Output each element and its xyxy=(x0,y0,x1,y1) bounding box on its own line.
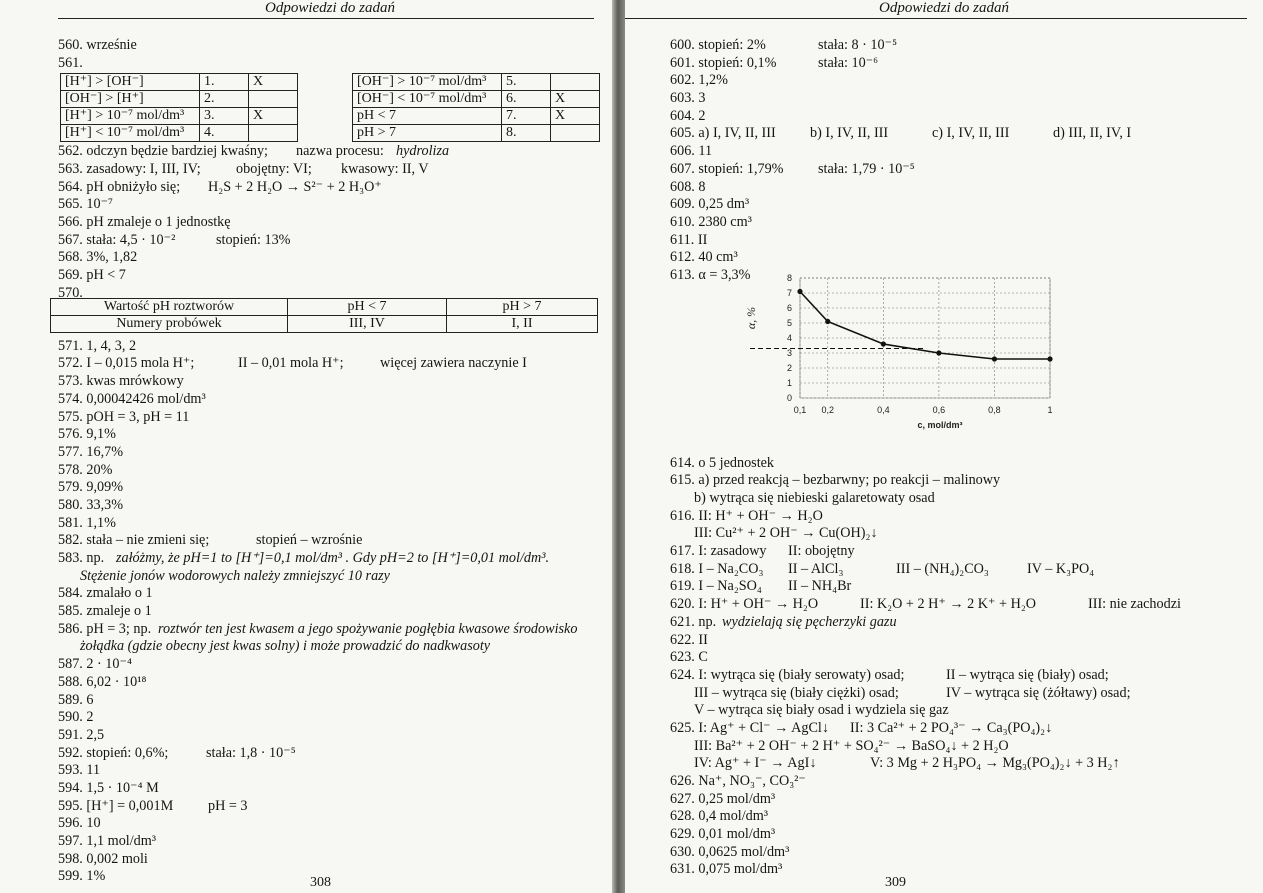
answer-586-part: 586. pH = 3; np. xyxy=(58,620,152,637)
answer-605-part: d) III, II, IV, I xyxy=(1053,125,1132,142)
y-tick-label: 2 xyxy=(786,363,792,373)
answer-617-part: 617. I: zasadowy xyxy=(670,543,767,560)
answer-605-part: c) I, IV, II, III xyxy=(932,125,1010,142)
answer-598: 598. 0,002 moli xyxy=(58,850,148,867)
answer-574: 574. 0,00042426 mol/dm³ xyxy=(58,390,206,407)
table-cell: 2. xyxy=(200,91,249,108)
answer-621 xyxy=(670,614,1260,632)
answer-630: 630. 0,0625 mol/dm³ xyxy=(670,843,790,860)
answer-584: 584. zmalało o 1 xyxy=(58,585,153,602)
answer-561: 561. xyxy=(58,54,83,71)
answer-572 xyxy=(58,355,603,373)
answer-607 xyxy=(670,161,1260,179)
answer-624-part: III – wytrąca się (biały ciężki) osad; xyxy=(694,684,899,701)
answer-607-part: 607. stopień: 1,79% xyxy=(670,160,784,177)
answer-592 xyxy=(58,745,603,763)
answer-596: 596. 10 xyxy=(58,815,101,832)
answer-625 xyxy=(670,720,1260,738)
answer-618-part: II – AlCl₃ xyxy=(788,560,844,577)
answer-601-part: 601. stopień: 0,1% xyxy=(670,54,777,71)
answer-593: 593. 11 xyxy=(58,762,101,779)
answer-586-part: roztwór ten jest kwasem a jego spożywanie pogłębia kwasowe środowisko xyxy=(158,620,578,637)
series-line xyxy=(800,292,1050,360)
table-row xyxy=(61,108,298,125)
answer-609: 609. 0,25 dm³ xyxy=(670,196,750,213)
table-cell: pH < 7 xyxy=(353,108,502,125)
answer-622: 622. II xyxy=(670,631,708,648)
answers-600-631 xyxy=(670,37,1260,879)
data-point xyxy=(936,350,941,355)
table-cell: [H⁺] > 10⁻⁷ mol/dm³ xyxy=(61,108,200,125)
table-cell: Wartość pH roztworów xyxy=(51,299,288,316)
answer-615-part: b) wytrąca się niebieski galaretowaty osad xyxy=(694,490,935,506)
answer-625-part: II: 3 Ca²⁺ + 2 PO₄³⁻ → Ca₃(PO₄)₂↓ xyxy=(850,719,1053,736)
table-row xyxy=(61,91,298,108)
x-tick-label: 0,1 xyxy=(793,405,807,415)
answers-560-599 xyxy=(58,37,603,886)
answer-563-part: kwasowy: II, V xyxy=(341,160,429,177)
data-point xyxy=(1047,356,1052,361)
answer-591: 591. 2,5 xyxy=(58,726,105,743)
answer-614: 614. o 5 jednostek xyxy=(670,454,775,471)
answer-563-part: obojętny: VI; xyxy=(236,160,312,177)
answer-566: 566. pH zmaleje o 1 jednostkę xyxy=(58,213,231,230)
answer-618-part: IV – K₃PO₄ xyxy=(1027,560,1095,577)
table-cell: pH > 7 xyxy=(447,299,598,316)
answer-615-cont xyxy=(670,490,1260,508)
answer-577: 577. 16,7% xyxy=(58,443,124,460)
table-cell: X xyxy=(249,74,298,91)
answer-590: 590. 2 xyxy=(58,709,94,726)
answer-595 xyxy=(58,798,603,816)
data-point xyxy=(825,319,830,324)
answer-612: 612. 40 cm³ xyxy=(670,249,738,266)
table-cell: 8. xyxy=(502,125,551,142)
table-row xyxy=(61,125,298,142)
alpha-vs-concentration-chart xyxy=(735,270,1055,445)
answer-567-part: 567. stała: 4,5 · 10⁻² xyxy=(58,231,176,248)
data-point xyxy=(992,356,997,361)
answer-608: 608. 8 xyxy=(670,178,706,195)
table-cell: 5. xyxy=(502,74,551,91)
table-cell: 4. xyxy=(200,125,249,142)
table-cell: X xyxy=(249,108,298,125)
right-page xyxy=(625,0,1263,893)
answer-571: 571. 1, 4, 3, 2 xyxy=(58,337,137,354)
answer-625-cont xyxy=(670,755,1260,773)
table-cell: 1. xyxy=(200,74,249,91)
answer-603: 603. 3 xyxy=(670,90,706,107)
table-561-left xyxy=(60,73,298,142)
table-cell: [H⁺] > [OH⁻] xyxy=(61,74,200,91)
answer-619-part: II – NH₄Br xyxy=(788,578,852,595)
table-row xyxy=(353,74,600,91)
answer-573: 573. kwas mrówkowy xyxy=(58,373,184,390)
answer-564-part: 564. pH obniżyło się; xyxy=(58,178,181,195)
chart-svg xyxy=(735,270,1055,445)
table-row xyxy=(353,91,600,108)
answer-579: 579. 9,09% xyxy=(58,479,124,496)
answer-567 xyxy=(58,232,603,250)
running-head: Odpowiedzi do zadań xyxy=(878,0,1009,16)
table-cell: I, II xyxy=(447,316,598,333)
answer-602: 602. 1,2% xyxy=(670,72,728,89)
answer-592-part: stała: 1,8 · 10⁻⁵ xyxy=(206,744,296,761)
table-cell: 6. xyxy=(502,91,551,108)
answer-599: 599. 1% xyxy=(58,868,106,885)
answer-620-part: II: K₂O + 2 H⁺ → 2 K⁺ + H₂O xyxy=(860,596,1037,613)
answer-564-part: H₂S + 2 H₂O → S²⁻ + 2 H₃O⁺ xyxy=(208,178,382,195)
table-cell: Numery probówek xyxy=(51,316,288,333)
y-tick-label: 5 xyxy=(786,318,792,328)
answer-600-part: stała: 8 · 10⁻⁵ xyxy=(818,37,898,53)
table-cell: pH > 7 xyxy=(353,125,502,142)
y-tick-label: 1 xyxy=(786,378,792,388)
answer-565: 565. 10⁻⁷ xyxy=(58,196,113,213)
answer-621-part: wydzielają się pęcherzyki gazu xyxy=(722,613,897,630)
x-axis-label: c, mol/dm³ xyxy=(917,420,963,430)
answer-588: 588. 6,02 · 10¹⁸ xyxy=(58,673,147,690)
answer-580: 580. 33,3% xyxy=(58,496,124,513)
table-cell: X xyxy=(551,108,600,125)
answer-581: 581. 1,1% xyxy=(58,514,116,531)
answer-616-cont xyxy=(670,525,1260,543)
answer-626: 626. Na⁺, NO₃⁻, CO₃²⁻ xyxy=(670,773,806,789)
answer-572-part: II – 0,01 mola H⁺; xyxy=(238,355,344,372)
table-570 xyxy=(50,298,598,333)
answer-563-part: 563. zasadowy: I, III, IV; xyxy=(58,160,201,177)
answer-569: 569. pH < 7 xyxy=(58,266,126,283)
answer-620-part: III: nie zachodzi xyxy=(1088,596,1181,613)
answer-583-part: Stężenie jonów wodorowych należy zmniejszyć 10 razy xyxy=(80,567,390,584)
running-head: Odpowiedzi do zadań xyxy=(264,0,395,16)
answer-613: 613. α = 3,3% xyxy=(670,266,751,283)
answer-604: 604. 2 xyxy=(670,107,706,124)
header-rule xyxy=(58,18,594,19)
x-tick-label: 1 xyxy=(1047,405,1053,415)
answer-575: 575. pOH = 3, pH = 11 xyxy=(58,408,190,425)
answer-562-part: 562. odczyn będzie bardziej kwaśny; xyxy=(58,143,268,160)
answer-592-part: 592. stopień: 0,6%; xyxy=(58,744,169,761)
answer-620-part: 620. I: H⁺ + OH⁻ → H₂O xyxy=(670,596,819,613)
answer-572-part: więcej zawiera naczynie I xyxy=(380,355,527,372)
answer-582-part: 582. stała – nie zmieni się; xyxy=(58,532,210,549)
answer-624-part: II – wytrąca się (biały) osad; xyxy=(946,666,1109,683)
answer-595-part: 595. [H⁺] = 0,001M xyxy=(58,797,174,814)
answer-560: 560. wrześnie xyxy=(58,37,137,53)
answer-570: 570. xyxy=(58,284,83,301)
answer-624-cont xyxy=(670,702,1260,720)
table-561-right xyxy=(352,73,600,142)
table-cell: pH < 7 xyxy=(288,299,447,316)
y-tick-label: 3 xyxy=(786,348,792,358)
answer-594: 594. 1,5 · 10⁻⁴ M xyxy=(58,779,159,796)
answer-617-part: II: obojętny xyxy=(788,543,855,560)
answer-586 xyxy=(58,621,603,639)
table-row xyxy=(61,74,298,91)
answer-600 xyxy=(670,37,1260,55)
answer-610: 610. 2380 cm³ xyxy=(670,213,752,230)
answer-568: 568. 3%, 1,82 xyxy=(58,249,138,266)
answer-625-part: IV: Ag⁺ + I⁻ → AgI↓ xyxy=(694,755,817,772)
answer-562-part: nazwa procesu: xyxy=(296,143,384,160)
x-tick-label: 0,6 xyxy=(932,405,946,415)
answer-578: 578. 20% xyxy=(58,461,113,478)
answer-576: 576. 9,1% xyxy=(58,426,116,443)
table-cell: III, IV xyxy=(288,316,447,333)
answer-567-part: stopień: 13% xyxy=(216,231,291,248)
answer-562-part: hydroliza xyxy=(396,143,450,160)
y-tick-label: 6 xyxy=(786,303,792,313)
page-number: 308 xyxy=(310,875,331,890)
answer-582-part: stopień – wzrośnie xyxy=(256,532,363,549)
answer-605 xyxy=(670,125,1260,143)
answer-619 xyxy=(670,578,1260,596)
left-page xyxy=(0,0,612,893)
answer-624 xyxy=(670,667,1260,685)
answer-607-part: stała: 1,79 · 10⁻⁵ xyxy=(818,160,915,177)
answer-563 xyxy=(58,161,603,179)
answer-618 xyxy=(670,561,1260,579)
answer-628: 628. 0,4 mol/dm³ xyxy=(670,808,769,825)
answer-586-part: żołądka (gdzie obecny jest kwas solny) i może prowadzić do nadkwasoty xyxy=(80,638,491,655)
answer-601 xyxy=(670,55,1260,73)
answer-606: 606. 11 xyxy=(670,143,713,160)
answer-587: 587. 2 · 10⁻⁴ xyxy=(58,656,132,673)
answer-624-cont xyxy=(670,685,1260,703)
answer-616: 616. II: H⁺ + OH⁻ → H₂O xyxy=(670,507,823,524)
table-cell xyxy=(551,74,600,91)
answer-605-part: 605. a) I, IV, II, III xyxy=(670,125,776,142)
answer-583 xyxy=(58,550,603,568)
table-cell: 3. xyxy=(200,108,249,125)
answer-624-part: V – wytrąca się biały osad i wydziela się gaz xyxy=(694,702,949,719)
answer-601-part: stała: 10⁻⁶ xyxy=(818,54,879,71)
answer-619-part: 619. I – Na₂SO₄ xyxy=(670,578,762,595)
answer-625-part: V: 3 Mg + 2 H₃PO₄ → Mg₃(PO₄)₂↓ + 3 H₂↑ xyxy=(870,755,1120,772)
table-row xyxy=(353,108,600,125)
answer-621-part: 621. np. xyxy=(670,613,717,630)
answer-585: 585. zmaleje o 1 xyxy=(58,603,152,620)
table-cell: [OH⁻] > 10⁻⁷ mol/dm³ xyxy=(353,74,502,91)
table-cell: X xyxy=(551,91,600,108)
answer-625-part: 625. I: Ag⁺ + Cl⁻ → AgCl↓ xyxy=(670,719,829,736)
answer-564 xyxy=(58,179,603,197)
answer-617 xyxy=(670,543,1260,561)
table-cell: 7. xyxy=(502,108,551,125)
answer-624-part: IV – wytrąca się (żółtawy) osad; xyxy=(946,684,1131,701)
x-tick-label: 0,4 xyxy=(877,405,890,415)
y-tick-label: 8 xyxy=(786,273,792,283)
answer-595-part: pH = 3 xyxy=(208,797,248,814)
answer-611: 611. II xyxy=(670,231,708,248)
answer-572-part: 572. I – 0,015 mola H⁺; xyxy=(58,355,195,372)
header-rule xyxy=(625,18,1247,19)
answer-583-part: załóżmy, że pH=1 to [H⁺]=0,1 mol/dm³ . Gdy pH=2 to [H⁺]=0,01 mol/dm³. xyxy=(116,550,550,566)
table-cell: [H⁺] < 10⁻⁷ mol/dm³ xyxy=(61,125,200,142)
table-cell: [OH⁻] > [H⁺] xyxy=(61,91,200,108)
x-tick-label: 0,2 xyxy=(821,405,835,415)
answer-615: 615. a) przed reakcją – bezbarwny; po reakcji – malinowy xyxy=(670,472,1001,489)
answer-562 xyxy=(58,143,603,161)
answer-627: 627. 0,25 mol/dm³ xyxy=(670,790,776,807)
answer-583-part: 583. np. xyxy=(58,550,105,566)
book-gutter xyxy=(612,0,625,893)
answer-623: 623. C xyxy=(670,649,708,666)
page-number: 309 xyxy=(885,875,906,890)
table-row xyxy=(51,299,598,316)
answer-589: 589. 6 xyxy=(58,691,94,708)
y-tick-label: 7 xyxy=(786,288,792,298)
answer-597: 597. 1,1 mol/dm³ xyxy=(58,833,157,849)
table-cell xyxy=(551,125,600,142)
answer-583-cont xyxy=(58,568,603,586)
answer-600-part: 600. stopień: 2% xyxy=(670,37,766,53)
data-point xyxy=(881,341,886,346)
answer-616-part: III: Cu²⁺ + 2 OH⁻ → Cu(OH)₂↓ xyxy=(694,525,878,542)
y-tick-label: 0 xyxy=(786,393,792,403)
answer-620 xyxy=(670,596,1260,614)
table-cell: [OH⁻] < 10⁻⁷ mol/dm³ xyxy=(353,91,502,108)
answer-582 xyxy=(58,532,603,550)
answer-586-cont xyxy=(58,638,603,656)
y-tick-label: 4 xyxy=(786,333,792,343)
answer-605-part: b) I, IV, II, III xyxy=(810,125,889,142)
answer-618-part: III – (NH₄)₂CO₃ xyxy=(896,560,989,577)
answer-629: 629. 0,01 mol/dm³ xyxy=(670,826,776,843)
y-axis-label: α, % xyxy=(744,306,758,330)
table-cell xyxy=(249,91,298,108)
table-row xyxy=(353,125,600,142)
data-point xyxy=(797,289,802,294)
x-tick-label: 0,8 xyxy=(988,405,1001,415)
table-cell xyxy=(249,125,298,142)
answer-625-cont xyxy=(670,738,1260,756)
answer-618-part: 618. I – Na₂CO₃ xyxy=(670,560,764,577)
answer-631: 631. 0,075 mol/dm³ xyxy=(670,861,783,878)
answer-624-part: 624. I: wytrąca się (biały serowaty) osad; xyxy=(670,666,905,683)
table-row xyxy=(51,316,598,333)
answer-625-part: III: Ba²⁺ + 2 OH⁻ + 2 H⁺ + SO₄²⁻ → BaSO₄↓ + 2 H₂O xyxy=(694,737,1009,754)
